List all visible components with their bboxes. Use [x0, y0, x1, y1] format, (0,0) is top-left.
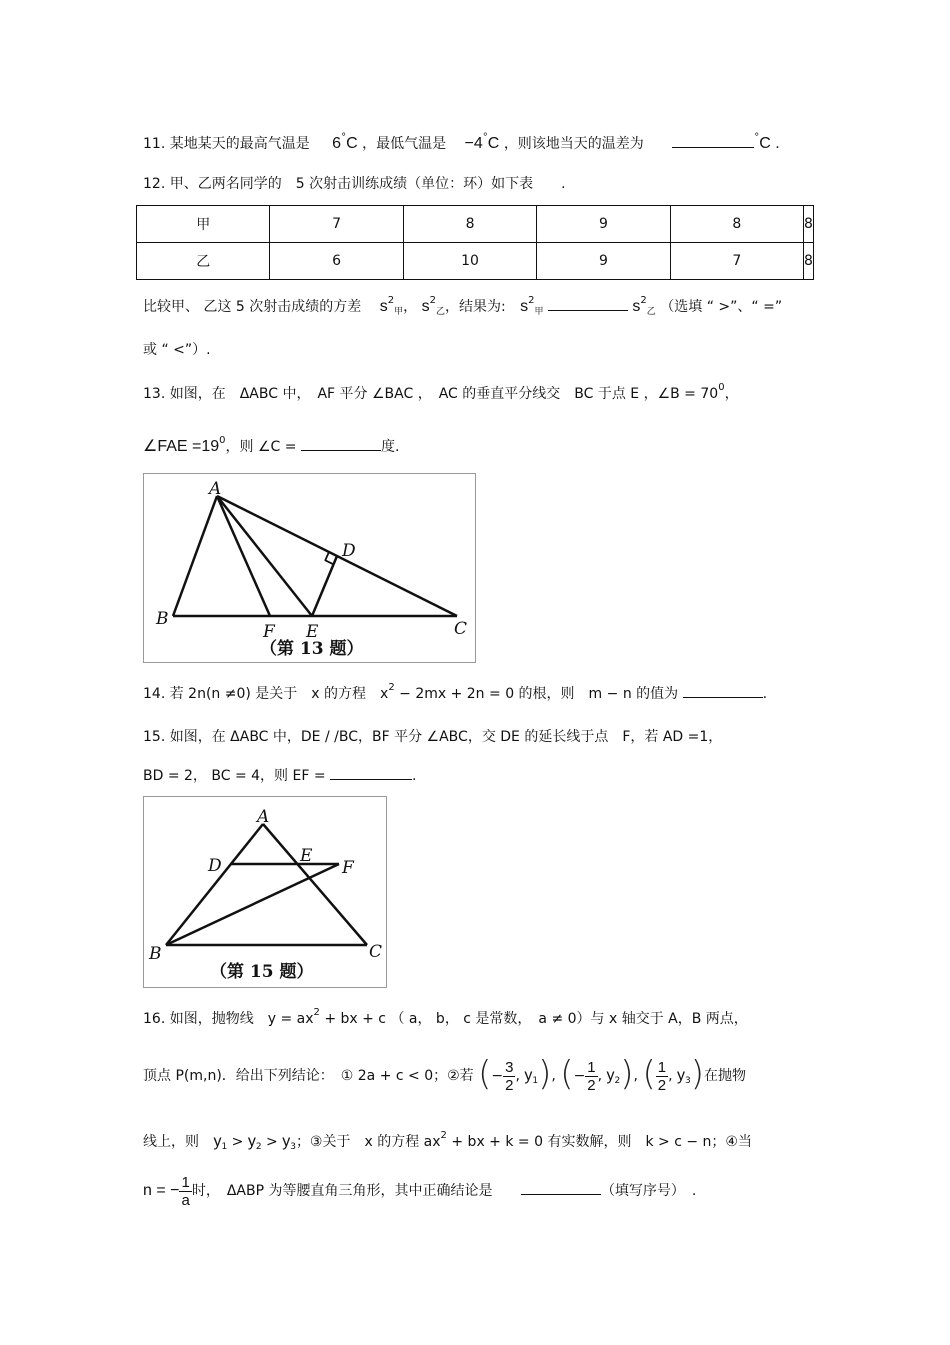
fraction: $\frac{1}{2}$ [657, 1058, 667, 1094]
question-16-d: n = − $\frac{1}{a}$ 时， ΔABP 为等腰直角三角形，其中正确结论是 （填写序号） . [143, 1173, 697, 1209]
low-temp: −4 [464, 135, 483, 152]
side-ab [166, 824, 263, 945]
degree-mark: ° [341, 132, 347, 143]
segment-de [312, 556, 337, 616]
question-12-options: 或 “ <”）. [143, 342, 211, 358]
scores-table [136, 205, 814, 280]
label-f: F [263, 622, 275, 642]
fraction: $\frac{1}{2}$ [587, 1058, 596, 1094]
segment-bf [166, 864, 339, 945]
fraction: $\frac{3}{2}$ [505, 1058, 514, 1094]
answer-blank[interactable] [672, 133, 754, 148]
answer-blank[interactable] [548, 296, 628, 311]
label-d: D [342, 541, 356, 561]
label-e: E [306, 622, 319, 642]
answer-blank[interactable] [330, 765, 412, 780]
label-a: A [257, 807, 270, 827]
question-12: 12. 甲、乙两名同学的 5 次射击训练成绩（单位：环）如下表 . [143, 176, 566, 192]
label-b: B [156, 609, 169, 629]
label-d: D [208, 856, 222, 876]
figure-15 [143, 796, 387, 988]
fraction: $\frac{1}{a}$ [181, 1173, 190, 1209]
segment-ae [217, 496, 312, 616]
answer-blank[interactable] [521, 1180, 601, 1195]
figure-caption: （第 15 题） [210, 962, 314, 982]
high-temp: 6 [332, 135, 342, 152]
table-row: 甲 7 8 9 8 8 [137, 206, 814, 243]
question-16-c: 线上，则 $y_1 > y_2 > y_3$；③关于 x 的方程 $ax^2$ + bx + k = 0 有实数解，则 k > c − n；④当 [143, 1130, 752, 1152]
label-c: C [369, 942, 383, 962]
label-c: C [454, 619, 468, 639]
figure-caption: （第 13 题） [260, 639, 364, 659]
question-13-b: ∠FAE $=19^0$，则 ∠C = 度. [143, 435, 400, 455]
question-14: 14. 若 2n(n ≠0) 是关于 x 的方程 $x^2 - 2mx + 2n = 0$ 的根，则 m − n 的值为 . [143, 682, 768, 702]
label-f: F [342, 858, 354, 878]
table-row: 乙 6 10 9 7 8 [137, 243, 814, 280]
question-16-b: 顶点 P(m,n)．给出下列结论： ① 2a + c < 0；②若 (− $\frac{3}{2}$ , $y_1$), (− $\frac{1}{2}$ , $y_2$), ( $\frac{1}{2}$ , $y_3$)在抛物 [143, 1054, 746, 1094]
side-ac [263, 824, 367, 945]
label-a: A [209, 479, 222, 499]
figure-13 [143, 473, 476, 663]
question-12-compare: 比较甲、 乙这 5 次射击成绩的方差 $s^2_甲$， $s^2_乙$，结果为: $s^2_甲$ $s^2_乙$ （选填 “ >”、“ =” [143, 295, 783, 317]
question-16: 16. 如图，抛物线 $y = ax^2$ + bx + c （ a， b， c 是常数， a ≠ 0）与 x 轴交于 A，B 两点， [143, 1007, 748, 1027]
label-e: E [300, 846, 313, 866]
answer-blank[interactable] [301, 436, 381, 451]
segment-af [217, 496, 270, 616]
label-b: B [149, 944, 162, 964]
side-ab [173, 496, 217, 616]
answer-blank[interactable] [683, 683, 763, 698]
question-15-b: BD = 2， BC = 4，则 EF = . [143, 765, 416, 787]
question-13: 13. 如图，在 ΔABC 中， AF 平分 ∠BAC ， AC 的垂直平分线交 BC 于点 E ，∠B = $70^0$， [143, 382, 739, 402]
question-11: 11. 某地某天的最高气温是 6°C ，最低气温是 −4°C ，则该地当天的温差为 °C . [143, 132, 780, 152]
question-15: 15. 如图，在 ΔABC 中，DE / /BC，BF 平分 ∠ABC，交 DE 的延长线于点 F，若 AD =1， [143, 729, 723, 745]
